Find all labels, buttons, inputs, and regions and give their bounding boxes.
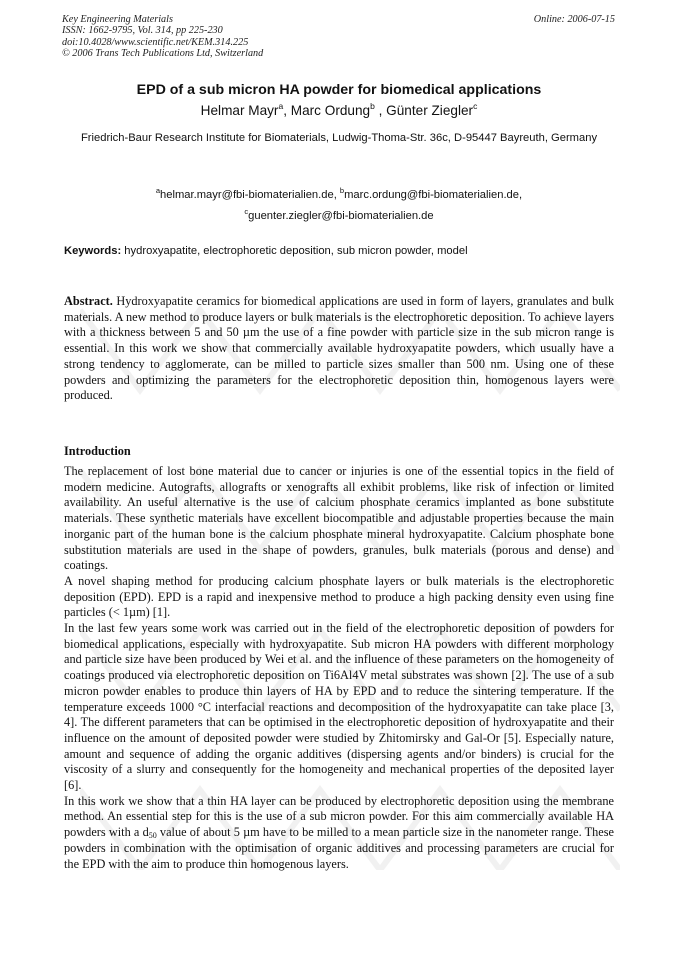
keywords-label: Keywords: xyxy=(64,245,122,257)
abstract-text: Hydroxyapatite ceramics for biomedical applications are used in form of layers, granulates and bulk materials. A new method to produce layers or bulk materials is the electrophoretic deposition. To achieve layers with a thickness between 5 and 50 µm the use of a fine powder with particle size in the sub micron range is essential. In this work we show that commercially available hydroxyapatite powders, which usually have a strong tendency to agglomerate, can be milled to particle sizes smaller than 500 nm. Using one of these powders and optimizing the parameters for the electrophoretic deposition thin, homogenous layers were produced. xyxy=(64,294,614,403)
paper-title: EPD of a sub micron HA powder for biomedical applications xyxy=(136,82,542,98)
email-mark: c xyxy=(244,207,249,216)
author-name: Helmar Mayr xyxy=(200,103,279,118)
author-affiliation: Friedrich-Baur Research Institute for Biomaterials, Ludwig-Thoma-Str. 36c, D-95447 Bayreuth, Germany xyxy=(80,132,598,144)
email-address[interactable]: marc.ordung@fbi-biomaterialien.de, xyxy=(344,189,523,201)
paragraph: In the last few years some work was carried out in the field of the electrophoretic deposition of powders for biomedical applications, especially with hydroxyapatite. Sub micron HA powders with different morphology and particle size have been produced by Wei et al. and the influence of these parameters on the homogeneity of coatings produced via electrophoretic deposition on Ti6Al4V metal substrates was shown [2]. The use of a sub micron powder enables to produce thin layers of HA by EPD and to reduce the sintering temperature. If the temperature exceeds 1000 °C interfacial reactions and decomposition of the hydroxyapatite can take place [3, 4]. The different parameters that can be optimised in the electrophoretic deposition of hydroxyapatite and their influence on the amount of deposited powder were studied by Zhitomirsky and Gal-Or [5]. Especially nature, amount and sequence of adding the organic additives (dispersing agents and/or binders) is crucial for the viscosity of a slurry and consequently for the homogeneity and mechanical properties of the deposited layer [6]. xyxy=(64,621,614,793)
paragraph-text: In this work we show that a thin HA layer can be produced by electrophoretic deposition using the membrane method. An essential step for this is the use of a sub micron powder. For this aim commercially available HA powders with a d xyxy=(64,793,614,840)
keywords-text: hydroxyapatite, electrophoretic deposition, sub micron powder, model xyxy=(121,245,468,257)
author-affiliation-mark: b xyxy=(370,101,375,111)
author-separator: , xyxy=(374,103,387,118)
journal-header xyxy=(62,14,263,59)
subscript: 50 xyxy=(148,831,157,841)
email-address[interactable]: helmar.mayr@fbi-biomaterialien.de, xyxy=(160,189,337,201)
author-affiliation-mark: c xyxy=(473,101,478,111)
online-date: Online: 2006-07-15 xyxy=(533,14,615,25)
journal-doi: doi:10.4028/www.scientific.net/KEM.314.225 xyxy=(62,36,249,48)
journal-issn: ISSN: 1662-9795, Vol. 314, pp 225-230 xyxy=(62,25,223,37)
author-name: Marc Ordung xyxy=(290,103,371,118)
keywords xyxy=(64,243,616,259)
author-name: Günter Ziegler xyxy=(386,103,474,118)
email-mark: b xyxy=(339,186,345,195)
section-heading-introduction: Introduction xyxy=(64,444,131,458)
paragraph: The replacement of lost bone material due to cancer or injuries is one of the essential topics in the field of modern medicine. Autografts, allografts or xenografts all exhibit problems, like risk of infection or limited availability. An useful alternative is the use of calcium phosphate ceramics implanted as bone substitute materials. These synthetic materials have excellent biocompatible and adjustable properties because the main inorganic part of the human bone is the calcium phosphate mineral hydroxyapatite. Calcium phosphate bone substitution materials are used in the shape of powders, granules, bulk materials (porous and dense) and coatings. xyxy=(64,464,614,573)
email-line-1 xyxy=(40,185,638,206)
author-affiliation-mark: a xyxy=(278,101,284,111)
journal-copyright: © 2006 Trans Tech Publications Ltd, Switzerland xyxy=(62,47,264,59)
email-mark: a xyxy=(155,186,161,195)
paragraph-text: value of about 5 µm have to be milled to a mean particle size in the nanometer range. These powders in combination with the optimisation of organic additives and processing parameters are crucial for the EPD with the aim to produce thin homogenous layers. xyxy=(64,825,614,871)
author-emails xyxy=(40,185,638,227)
abstract-label: Abstract. xyxy=(64,294,113,308)
introduction-body xyxy=(64,464,614,872)
email-line-2 xyxy=(40,206,638,227)
paragraph xyxy=(64,794,614,873)
author-separator: , xyxy=(283,103,291,118)
author-list xyxy=(40,101,638,121)
paragraph: A novel shaping method for producing calcium phosphate layers or bulk materials is the electrophoretic deposition (EPD). EPD is a rapid and inexpensive method to produce a high packing density even using fine particles (< 1µm) [1]. xyxy=(64,573,614,620)
journal-name: Key Engineering Materials xyxy=(62,14,173,25)
email-address[interactable]: guenter.ziegler@fbi-biomaterialien.de xyxy=(248,210,434,222)
abstract xyxy=(64,294,614,404)
